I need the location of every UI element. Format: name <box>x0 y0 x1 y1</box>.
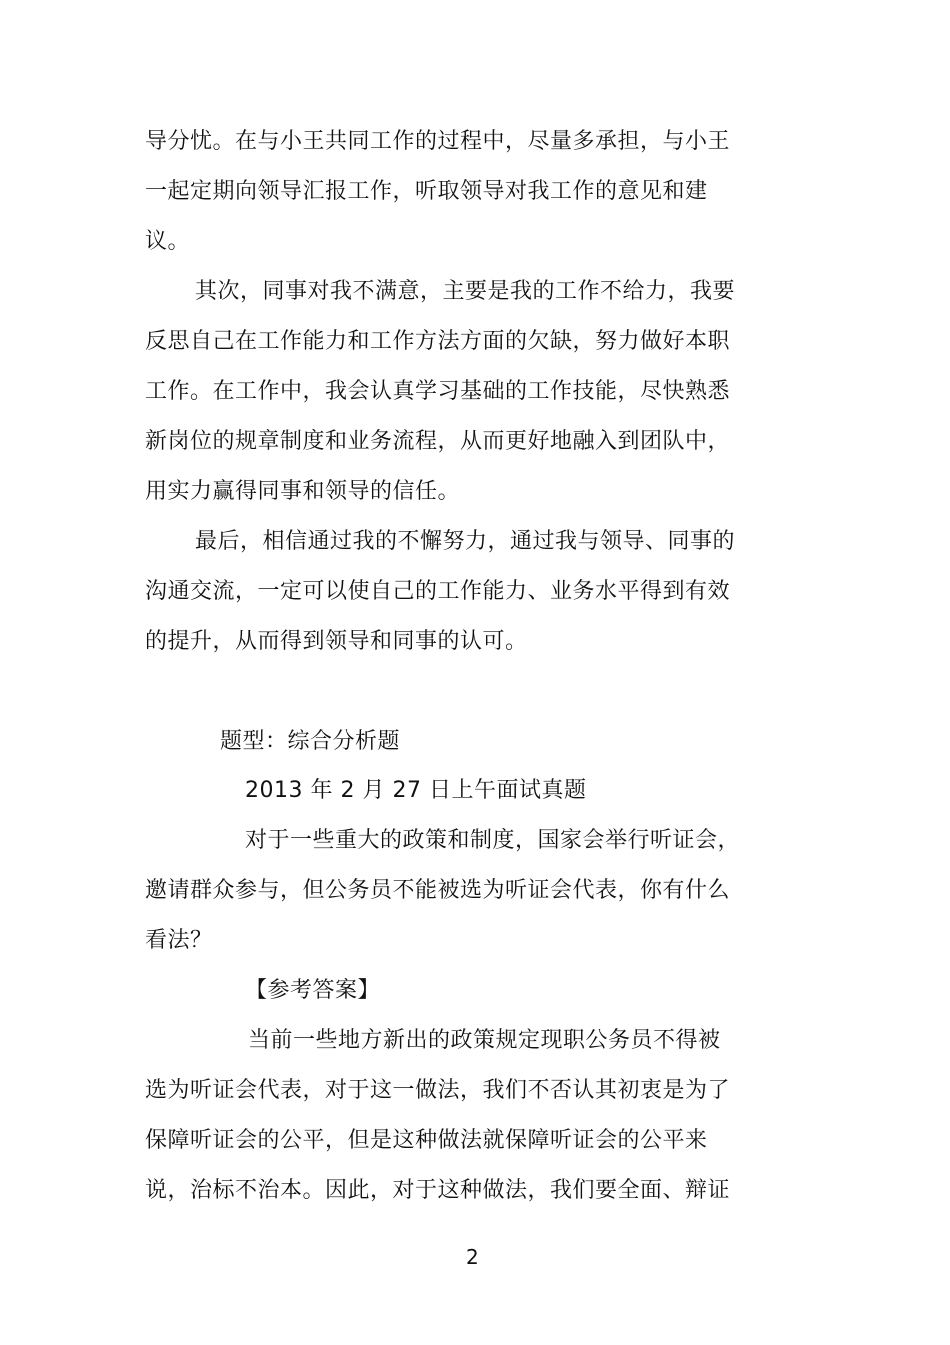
paragraph-2-line: 其次，同事对我不满意，主要是我的工作不给力，我要 <box>195 279 736 304</box>
paragraph-2-line: 新岗位的规章制度和业务流程，从而更好地融入到团队中， <box>145 429 731 454</box>
paragraph-3-line: 的提升，从而得到领导和同事的认可。 <box>145 629 528 654</box>
answer-line: 说，治标不治本。因此，对于这种做法，我们要全面、辩证 <box>145 1178 731 1203</box>
paragraph-2-line: 工作。在工作中，我会认真学习基础的工作技能，尽快熟悉 <box>145 379 731 404</box>
question-line: 看法？ <box>145 928 213 953</box>
paragraph-3-line: 沟通交流，一定可以使自己的工作能力、业务水平得到有效 <box>145 579 731 604</box>
paragraph-1-line: 导分忧。在与小王共同工作的过程中，尽量多承担，与小王 <box>145 129 731 154</box>
paragraph-1-line: 一起定期向领导汇报工作，听取领导对我工作的意见和建 <box>145 179 708 204</box>
page-number: 2 <box>466 1245 479 1269</box>
question-line: 对于一些重大的政策和制度，国家会举行听证会， <box>245 828 741 853</box>
answer-line: 保障听证会的公平，但是这种做法就保障听证会的公平来 <box>145 1128 708 1153</box>
answer-heading: 【参考答案】 <box>245 978 381 1003</box>
answer-line: 当前一些地方新出的政策规定现职公务员不得被 <box>248 1028 721 1053</box>
paragraph-1-line: 议。 <box>145 229 191 254</box>
paragraph-2-line: 用实力赢得同事和领导的信任。 <box>145 479 461 504</box>
question-line: 邀请群众参与，但公务员不能被选为听证会代表，你有什么 <box>145 878 731 903</box>
exam-date: 2013 年 2 月 27 日上午面试真题 <box>245 778 587 803</box>
paragraph-3-line: 最后，相信通过我的不懈努力，通过我与领导、同事的 <box>195 529 736 554</box>
question-type: 题型：综合分析题 <box>220 729 401 754</box>
answer-line: 选为听证会代表，对于这一做法，我们不否认其初衷是为了 <box>145 1078 731 1103</box>
paragraph-2-line: 反思自己在工作能力和工作方法方面的欠缺，努力做好本职 <box>145 329 731 354</box>
